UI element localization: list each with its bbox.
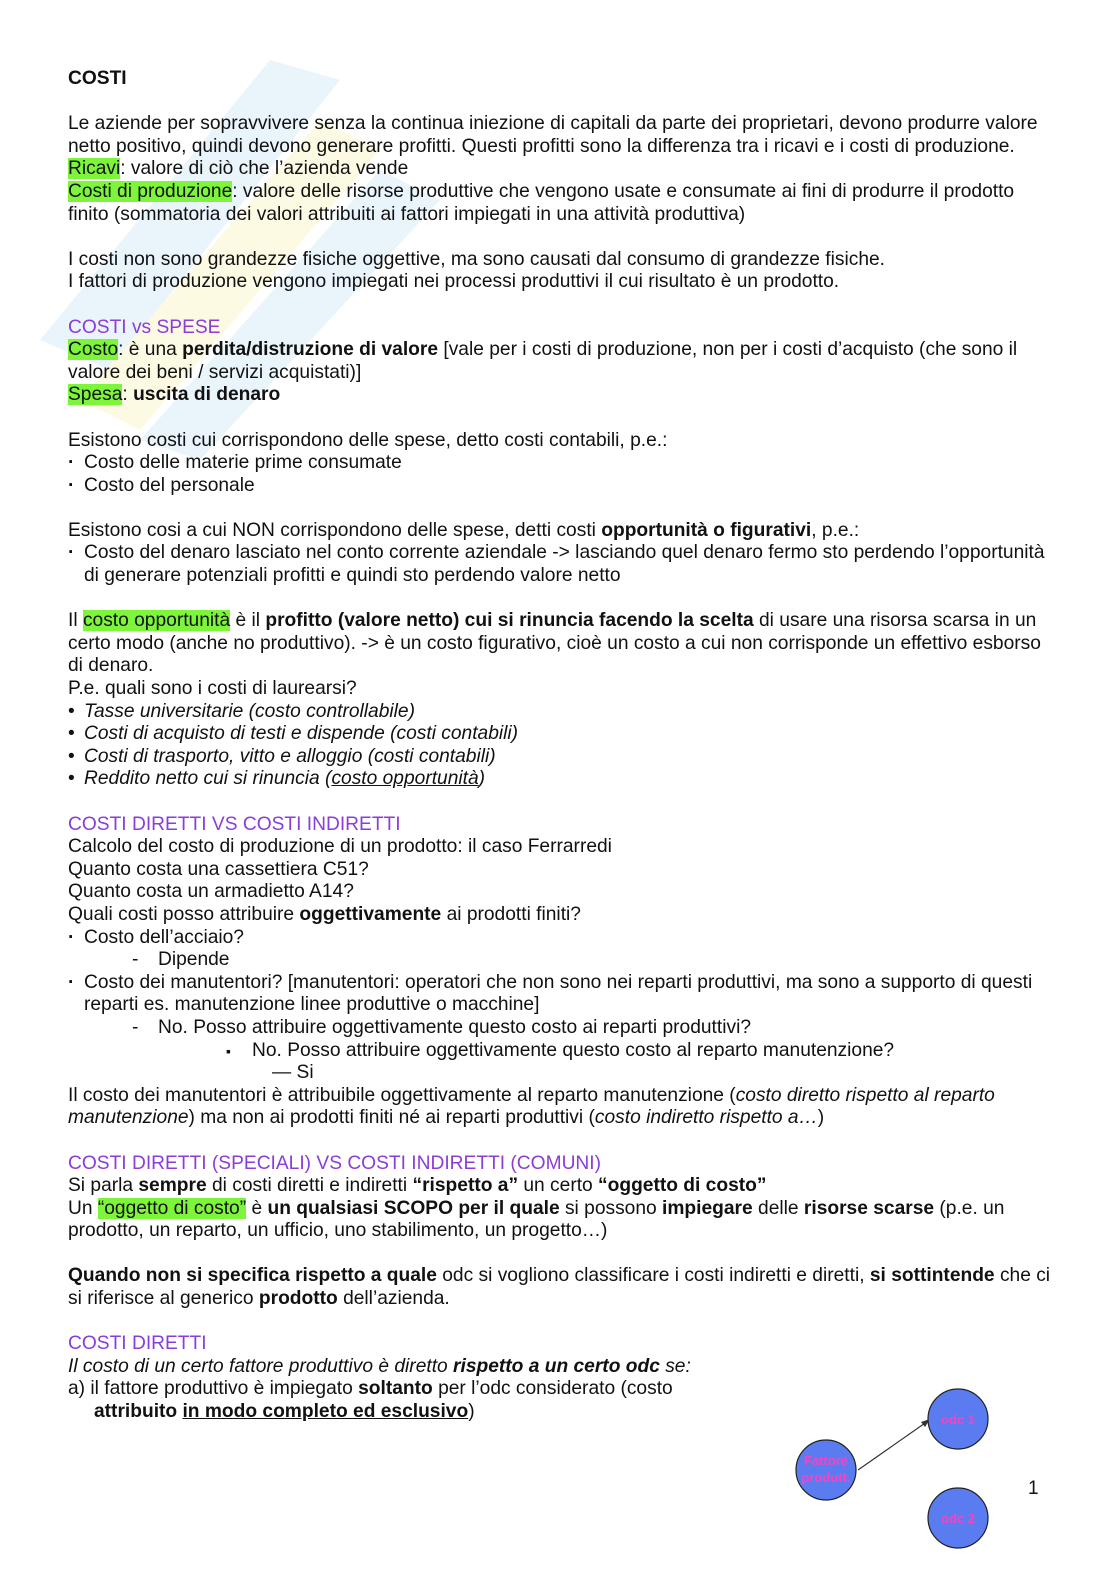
section-heading-diretti-indiretti: COSTI DIRETTI VS COSTI INDIRETTI [68,813,401,835]
s4: “rispetto a” [412,1175,519,1197]
costo-pre: : è una [118,339,183,361]
last-item-post: ) [478,768,486,790]
a-pre: il fattore produttivo è impiegato [85,1378,359,1400]
armadietto-line: Quanto costa un armadietto A14? [68,881,354,903]
no2-text: No. Posso attribuire oggettivamente questo costo al reparto manutenzione? [252,1039,895,1061]
fattore-label-line2: produtt. [801,1470,851,1485]
dipende-line [68,949,1053,972]
page-number: 1 [1028,1478,1039,1499]
costi-produzione-definition [68,181,1053,226]
list-item: · Costo dell’acciaio? [68,927,1053,950]
spesa-term: Spesa [68,384,123,406]
l4-post: ai prodotti finiti? [441,903,581,925]
a-post: per l’odc considerato (costo [432,1378,673,1400]
def-bold: rispetto a un certo odc [453,1355,660,1377]
u6: impiegare [662,1197,753,1219]
spesa-bold: uscita di denaro [133,384,281,406]
rispetto-a-line [68,1175,1053,1198]
section-heading-costi-vs-spese: COSTI vs SPESE [68,316,221,338]
u7: delle [752,1197,804,1219]
u1: Un [68,1197,98,1219]
sottintende-paragraph [68,1265,1053,1310]
costo-opportunita-term: costo opportunità [82,610,231,632]
intro-line-2: I costi non sono grandezze fisiche oggettive, ma sono causati dal consumo di grandezze fisiche. [68,248,886,270]
figurativi-bold: opportunità o figurativi [601,519,812,541]
oggettivamente-line [68,904,1053,927]
si-line: — Si [272,1062,314,1084]
spesa-definition [68,384,1053,407]
u9: (p.e. un prodotto, un reparto, un ufficio, uno stabilimento, un progetto…) [68,1197,1005,1242]
odc2-label: odc 2 [941,1511,975,1526]
oggetto-di-costo-definition [68,1198,1053,1243]
q3: si sottintende [869,1265,995,1287]
spesa-pre: : [122,384,134,406]
list-item: · Costo del personale [68,475,1053,498]
co-bold: profitto (valore netto) cui si rinuncia facendo la scelta [265,610,754,632]
odc1-label: odc 1 [941,1412,975,1427]
laurea-costs-list [68,701,1053,791]
oggetto-di-costo-term: “oggetto di costo” [97,1197,247,1219]
a2-post: ) [468,1401,475,1423]
odc-diagram [790,1385,1000,1555]
co-pre: Il [68,610,83,632]
concl-post: ) [817,1107,825,1129]
costi-contabili-intro: Esistono costi cui corrispondono delle spese, detto costi contabili, p.e.: [68,429,668,451]
last-item-pre: Reddito netto cui si rinuncia ( [84,768,332,790]
u4: un qualsiasi SCOPO per il quale [267,1197,560,1219]
no2-line [68,1040,1053,1063]
fattore-label-line1: Fattore [803,1453,849,1468]
q1: Quando non si specifica rispetto a quale [68,1265,437,1287]
def-pre: Il costo di un certo fattore produttivo è diretto [68,1355,454,1377]
intro-paragraph: Le aziende per sopravvivere senza la continua iniezione di capitali da parte dei proprietari, devono produrre valore netto positivo, quindi devono generare profitti. Questi profitti sono la differenza tra i ricavi e i costi di produzione. [68,113,1038,157]
q4: che ci si riferisce al generico [68,1265,1051,1310]
laurea-question: P.e. quali sono i costi di laurearsi? [68,678,357,700]
q2: odc si vogliono classificare i costi indiretti e diretti, [436,1265,870,1287]
q5: prodotto [258,1288,338,1310]
diagram-arrow [858,1421,928,1470]
figurativi-post: , p.e.: [811,519,860,541]
a2-bold-underlined: in modo completo ed esclusivo [182,1401,469,1423]
list-item: • Costi di acquisto di testi e dispende (costi contabili) [68,723,1053,746]
u5: si possono [559,1197,663,1219]
a2-bold: attribuito [94,1401,183,1423]
ricavi-definition [68,158,1053,181]
concl-mid: ) ma non ai prodotti finiti né ai reparti produttivi ( [188,1107,595,1129]
intro-line-3: I fattori di produzione vengono impiegati nei processi produttivi il cui risultato è un prodotto. [68,271,840,293]
no1-text: No. Posso attribuire oggettivamente questo costo ai reparti produttivi? [158,1016,752,1038]
list-item [68,768,1053,791]
costo-term: Costo [68,339,119,361]
concl-italic-2: costo indiretto rispetto a… [594,1107,818,1129]
section-heading-speciali-comuni: COSTI DIRETTI (SPECIALI) VS COSTI INDIRETTI (COMUNI) [68,1152,602,1174]
s2: sempre [138,1175,207,1197]
co-mid: è il [230,610,266,632]
list-item: • Costi di trasporto, vitto e alloggio (costi contabili) [68,746,1053,769]
costo-opportunita-paragraph [68,610,1053,678]
s3: di costi diretti e indiretti [206,1175,413,1197]
ferrarredi-line: Calcolo del costo di produzione di un prodotto: il caso Ferrarredi [68,836,612,858]
manutentori-conclusion [68,1085,1053,1130]
document-title: COSTI [68,68,127,89]
dipende-text: Dipende [158,949,230,971]
list-item: • Tasse universitarie (costo controllabile) [68,701,1053,724]
costi-figurativi-list [68,542,1053,587]
list-item: · Costo del denaro lasciato nel conto corrente aziendale -> lasciando quel denaro fermo sto perdendo l’opportunità di generare potenziali profitti e quindi sto perdendo valore netto [68,542,1053,587]
s1: Si parla [68,1175,139,1197]
concl-italic-1: costo diretto rispetto al reparto manutenzione [68,1084,995,1129]
q6: dell’azienda. [337,1288,450,1310]
figurativi-pre: Esistono cosi a cui NON corrispondono delle spese, detti costi [68,519,602,541]
l4-bold: oggettivamente [299,903,442,925]
costi-figurativi-intro [68,520,1053,543]
section-heading-costi-diretti: COSTI DIRETTI [68,1333,207,1355]
l4-pre: Quali costi posso attribuire [68,903,300,925]
costo-bold: perdita/distruzione di valore [182,339,439,361]
costi-produzione-term: Costi di produzione [68,180,233,202]
condition-a-label: a) [68,1378,86,1400]
costo-post: [vale per i costi di produzione, non per i costi d’acquisto (che sono il valore dei beni / servizi acquistati)] [68,339,1018,383]
costo-definition [68,339,1053,384]
def-post: se: [659,1355,691,1377]
cassettiera-line: Quanto costa una cassettiera C51? [68,858,369,880]
s5: un certo [518,1175,599,1197]
manutentori-list [68,972,1053,1017]
u3: è [246,1197,268,1219]
no1-line [68,1017,1053,1040]
costi-contabili-list [68,452,1053,497]
costi-diretti-definition [68,1356,1053,1379]
document-content [68,68,1053,1424]
costi-produzione-text: : valore delle risorse produttive che vengono usate e consumate ai fini di produrre il prodotto finito (sommatoria dei valori attribuiti ai fattori impiegati in una attività produttiva) [68,180,1015,225]
s6: “oggetto di costo” [598,1175,767,1197]
list-item: · Costo delle materie prime consumate [68,452,1053,475]
a-bold: soltanto [358,1378,433,1400]
ricavi-text: : valore di ciò che l’azienda vende [120,158,409,180]
ricavi-term: Ricavi [68,158,121,180]
co-post: di usare una risorsa scarsa in un certo modo (anche no produttivo). -> è un costo figurativo, cioè un costo a cui non corrisponde un effettivo esborso di denaro. [68,610,1041,677]
concl-pre: Il costo dei manutentori è attribuibile oggettivamente al reparto manutenzione ( [68,1084,736,1106]
last-item-underlined: costo opportunità [331,768,479,790]
acciaio-list [68,927,1053,950]
u8: risorse scarse [803,1197,935,1219]
list-item: · Costo dei manutentori? [manutentori: operatori che non sono nei reparti produttivi, ma sono a supporto di questi reparti es. manutenzione linee produttive o macchine] [68,972,1053,1017]
